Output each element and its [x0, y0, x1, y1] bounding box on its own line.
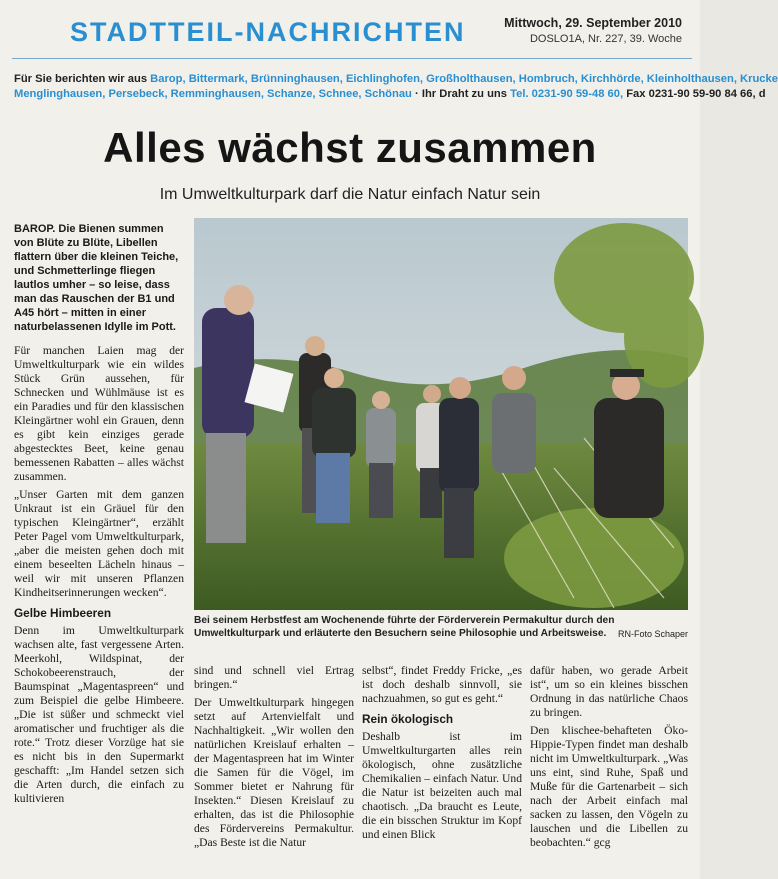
issue-meta: DOSLO1A, Nr. 227, 39. Woche — [529, 33, 682, 45]
paragraph-9: Den klischee-behafteten Öko-Hippie-Typen findet man deshalb nicht im Umweltkulturpark. „Was uns eint, sind Ruhe, Spaß und Muße für die Gartenarbeit – sich nach der Arbeit einfach mal sacken zu lassen, den Vögeln zu lauschen und die Libellen zu beobachten.“ gcg — [530, 724, 688, 849]
column-4 — [530, 664, 688, 854]
district-list — [14, 72, 778, 102]
paragraph-8: dafür haben, wo gerade Arbeit ist“, um so ein kleines bisschen Ordnung in das natürliche Chaos zu bringen. — [530, 664, 688, 719]
paragraph-4: sind und schnell viel Ertrag bringen.“ — [194, 664, 354, 691]
paragraph-5: Der Umweltkulturpark hingegen setzt auf Artenvielfalt und Nachhaltigkeit. „Wir wollen den natürlichen Kreislauf erhalten – der Magentaspreen hat im Winter die Samen für die Vögel, im Sommer bietet er Nahrung für Insekten.“ Diesen Kreislauf zu erhalten, das ist die Philosophie des Fördervereins Permakultur. „Das Beste ist die Natur — [194, 696, 354, 849]
crosshead-rein-oekologisch: Rein ökologisch — [362, 712, 454, 726]
section-title: STADTTEIL-NACHRICHTEN — [70, 17, 466, 47]
photo-credit: RN-Foto Schaper — [617, 629, 688, 639]
photo-illustration — [194, 218, 688, 610]
district-places-1: Barop, Bittermark, Brünninghausen, Eichlinghofen, Großholthausen, Hombruch, Kirchhörde, Kleinholthausen, Krucke — [150, 73, 778, 85]
contact-phone: Tel. 0231-90 59-48 60, — [510, 88, 624, 100]
paragraph-7: Deshalb ist im Umweltkulturgarten alles rein ökologisch, ohne zusätzliche Chemikalien – einfach Natur. Und die Natur ist beizeiten auch mal chaotisch. „Da braucht es Leute, die ein bisschen Struktur im Kopf und einen Blick — [362, 730, 522, 841]
paragraph-1: Für manchen Laien mag der Umweltkulturpark wie ein wildes Stück Grün aussehen, für Schnecken und Wühlmäuse ist es ein Paradies und für den klassischen Kleingärtner wohl ein Grauen, denn es gibt kein einziges gerade abgestecktes Beet, keine genau bemessenen Rabatten – alles wächst zusammen. — [14, 344, 184, 483]
issue-date: Mittwoch, 29. September 2010 — [504, 16, 682, 30]
contact-fax: Fax 0231-90 59-90 84 66, d — [626, 88, 766, 100]
photo-caption-text: Bei seinem Herbstfest am Wochenende führte der Förderverein Permakultur durch den Umweltkulturpark und erläuterte den Besuchern seine Philosophie und Arbeitsweise. — [194, 615, 615, 639]
column-3 — [362, 664, 522, 846]
paragraph-3: Denn im Umweltkulturpark wachsen alte, fast vergessene Arten. Meerkohl, Wildspinat, der Schokobeerenstrauch, der Baumspinat „Magentaspreen“ und zum Beispiel die gelbe Himbeere. „Die ist süßer und schmeckt viel aromatischer und fruchtiger als die rote.“ Trotz dieser Vorzüge hat sie es nicht bis in den Supermarkt geschafft: „Im Handel setzen sich die Arten durch, die einfach zu kultivieren — [14, 624, 184, 805]
district-line-1 — [14, 72, 778, 87]
column-1 — [14, 222, 184, 810]
article-lead: BAROP. Die Bienen summen von Blüte zu Blüte, Libellen flattern über die kleinen Teiche, und Schmetterlinge fliegen lautlos umher – so leise, dass man das Rauschen der B1 und A45 hört – mitten in einer naturbelassenen Idylle im Pott. — [14, 223, 179, 333]
district-line-2 — [14, 87, 766, 102]
masthead — [12, 14, 692, 59]
article-photo — [194, 218, 688, 610]
contact-label: · Ihr Draht zu uns — [415, 88, 507, 100]
article-headline: Alles wächst zusammen — [103, 124, 597, 171]
paragraph-2: „Unser Garten mit dem ganzen Unkraut ist ein Gräuel für den typischen Kleingärtner“, erzählt Peter Pagel vom Umweltkulturpark, „aber die meisten gehen doch mit einem beseelten Lächeln hinaus – weil wir mit unseren Pflanzen Kindheitserinnerungen wecken“. — [14, 488, 184, 599]
paragraph-6: selbst“, findet Freddy Fricke, „es ist doch deshalb sinnvoll, sie nachzuahmen, so gut es geht.“ — [362, 664, 522, 705]
article-subhead: Im Umweltkulturpark darf die Natur einfach Natur sein — [159, 186, 541, 203]
district-intro: Für Sie berichten wir aus — [14, 73, 148, 85]
crosshead-gelbe-himbeeren: Gelbe Himbeeren — [14, 606, 112, 620]
column-2 — [194, 664, 354, 854]
district-places-2: Menglinghausen, Persebeck, Remminghausen, Schanze, Schnee, Schönau — [14, 88, 412, 100]
photo-caption — [194, 614, 688, 641]
